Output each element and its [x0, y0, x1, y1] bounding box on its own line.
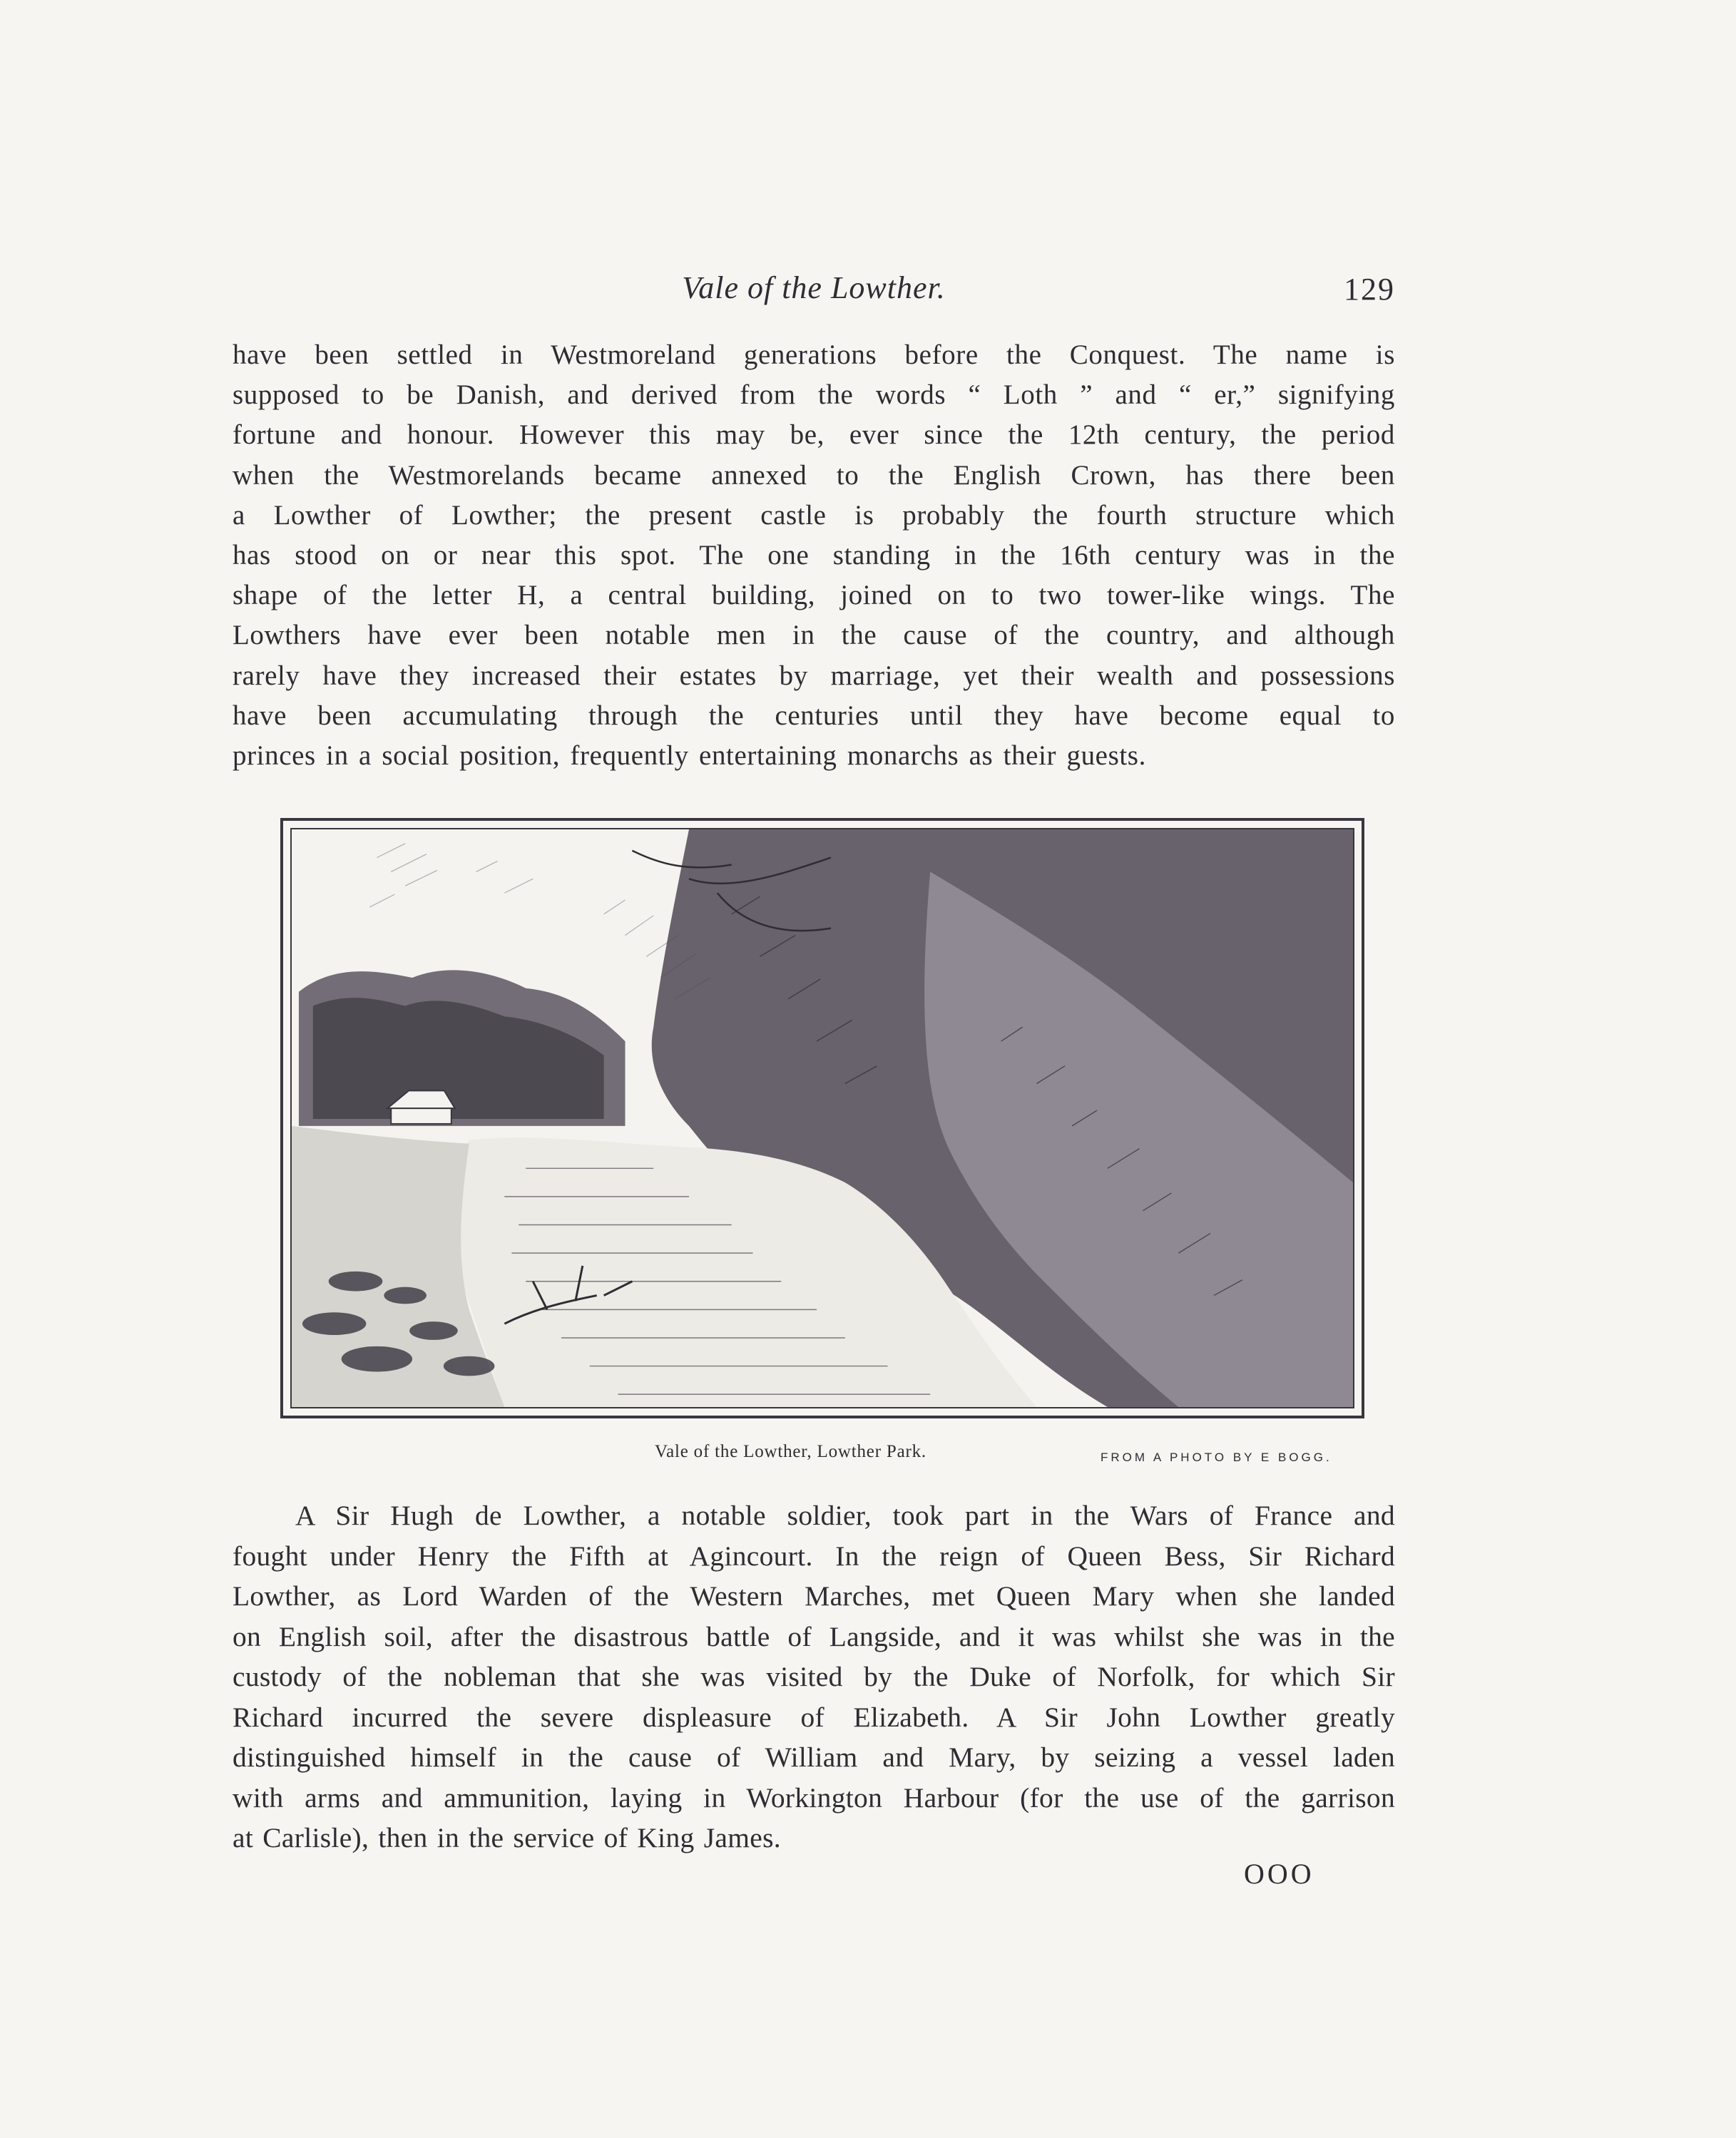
catchword: OOO: [1244, 1858, 1314, 1890]
paragraph-line: has stood on or near this spot. The one standing in the 16th century was in the: [233, 540, 1395, 571]
illustration-caption: Vale of the Lowther, Lowther Park.: [655, 1442, 926, 1461]
paragraph-line: A Sir Hugh de Lowther, a notable soldier, took part in the Wars of France and: [295, 1500, 1395, 1531]
paragraph-line: supposed to be Danish, and derived from the words “ Loth ” and “ er,” signifying: [233, 379, 1395, 411]
illustration-frame: [280, 818, 1364, 1418]
running-head: [233, 270, 1395, 312]
paragraph-line: princes in a social position, frequently entertaining monarchs as their guests.: [233, 740, 1146, 772]
paragraph-line: when the Westmorelands became annexed to the English Crown, has there been: [233, 459, 1395, 491]
paragraph-line: on English soil, after the disastrous battle of Langside, and it was whilst she was in the: [233, 1620, 1395, 1652]
paragraph-line: fortune and honour. However this may be, ever since the 12th century, the period: [233, 419, 1395, 451]
paragraph-line: rarely have they increased their estates by marriage, yet their wealth and possessions: [233, 660, 1395, 691]
engraving-drawing: [292, 829, 1353, 1407]
paragraph-line: shape of the letter H, a central building, joined on to two tower-like wings. The: [233, 580, 1395, 611]
bottom-paragraph: [233, 1495, 1395, 1858]
paragraph-line: at Carlisle), then in the service of King James.: [233, 1822, 781, 1853]
paragraph-line: have been settled in Westmoreland generations before the Conquest. The name is: [233, 339, 1395, 370]
paragraph-line: Richard incurred the severe displeasure of Elizabeth. A Sir John Lowther greatly: [233, 1701, 1395, 1733]
paragraph-line: Lowther, as Lord Warden of the Western Marches, met Queen Mary when she landed: [233, 1580, 1395, 1612]
paragraph-line: with arms and ammunition, laying in Workington Harbour (for the use of the garrison: [233, 1781, 1395, 1814]
photo-credit: FROM A PHOTO BY E BOGG.: [1101, 1451, 1332, 1464]
paragraph-line: distinguished himself in the cause of William and Mary, by seizing a vessel laden: [233, 1741, 1395, 1773]
river-landscape-engraving: [290, 828, 1354, 1408]
paragraph-line: fought under Henry the Fifth at Agincourt. In the reign of Queen Bess, Sir Richard: [233, 1540, 1395, 1572]
paragraph-line: have been accumulating through the centuries until they have become equal to: [233, 700, 1395, 731]
paragraph-line: a Lowther of Lowther; the present castle is probably the fourth structure which: [233, 499, 1395, 531]
running-title: Vale of the Lowther.: [682, 270, 946, 305]
paragraph-line: Lowthers have ever been notable men in the cause of the country, and although: [233, 620, 1395, 651]
page-number: 129: [1344, 272, 1395, 307]
paragraph-line: custody of the nobleman that she was visited by the Duke of Norfolk, for which Sir: [233, 1661, 1395, 1692]
top-paragraph: [233, 335, 1395, 776]
